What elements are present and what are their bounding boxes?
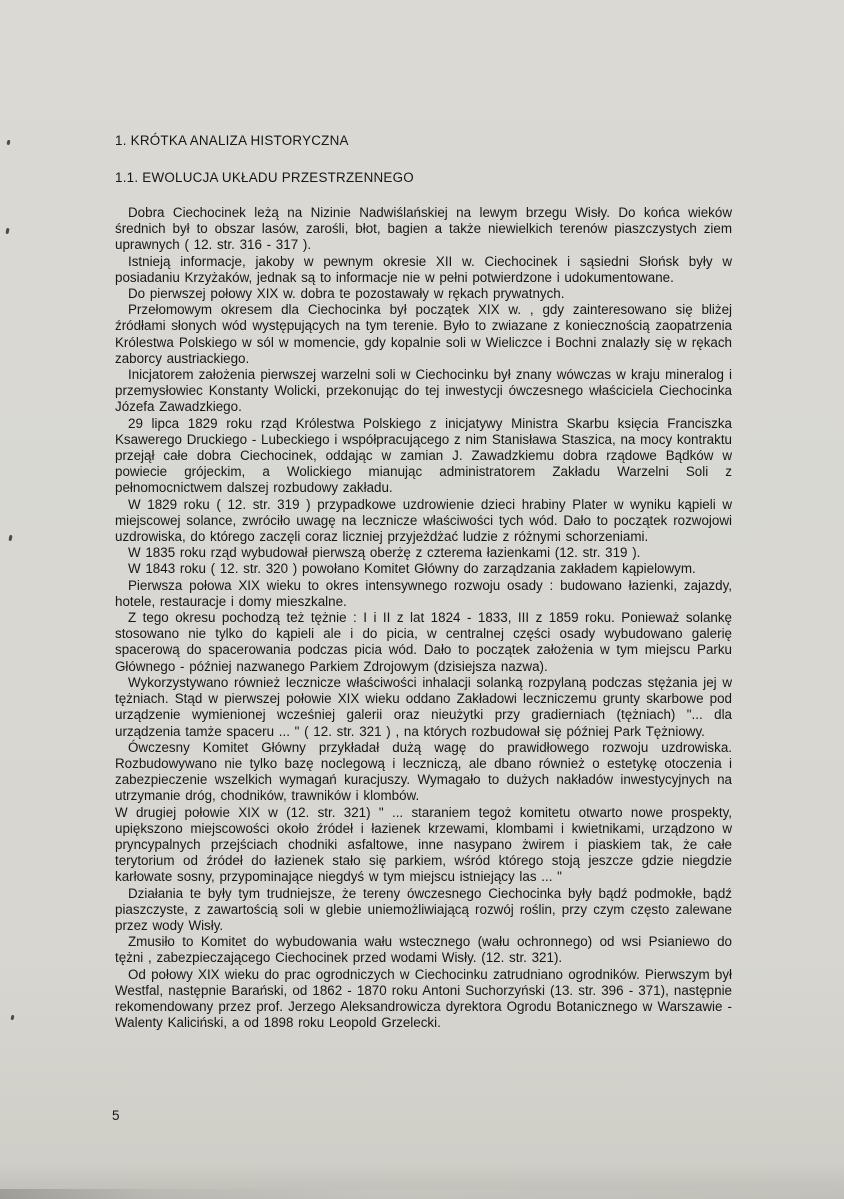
paragraph: Do pierwszej połowy XIX w. dobra te pozostawały w rękach prywatnych. [128, 286, 565, 302]
paragraph: W 1843 roku ( 12. str. 320 ) powołano Komitet Główny do zarządzania zakładem kąpielowym. [128, 561, 696, 577]
body-text [115, 205, 732, 1031]
paragraph: Przełomowym okresem dla Ciechocinka był początek XIX w. , gdy zainteresowano się bliżej źródłami słonych wód występujących na tym terenie. Było to zwiazane z koniecznością zaopatrzenia Królestwa Polskiego w sól w momencie, gdy kopalnie soli w Wieliczce i Bochni znalazły się w rękach zaborcy austriackiego. [115, 302, 732, 366]
paragraph: Dobra Ciechocinek leżą na Nizinie Nadwiślańskiej na lewym brzegu Wisły. Do końca wieków średnich był to obszar lasów, zarośli, błot, bagien a także niewielkich terenów piaszczystych ziem uprawnych ( 12. str. 316 - 317 ). [115, 205, 732, 253]
paragraph: Od połowy XIX wieku do prac ogrodniczych w Ciechocinku zatrudniano ogrodników. Pierwszym był Westfal, następnie Barański, od 1862 - 1870 roku Antoni Suchorzyński (13. str. 396 - 371), następnie rekomendowany przez prof. Jerzego Aleksandrowicza dyrektora Ogrodu Botanicznego w Warszawie - Walenty Kaliciński, a od 1898 roku Leopold Grzelecki. [115, 966, 732, 1031]
paragraph: W 1829 roku ( 12. str. 319 ) przypadkowe uzdrowienie dzieci hrabiny Plater w wyniku kąpieli w miejscowej solance, zwróciło uwagę na lecznicze właściwości tych wód. Dało to początek rozwojowi uzdrowiska, do którego zaczęli coraz liczniej przyjeżdżać ludzie z różnymi schorzeniami. [115, 496, 732, 545]
paragraph: Z tego okresu pochodzą też tężnie : I i II z lat 1824 - 1833, III z 1859 roku. Ponieważ solankę stosowano nie tylko do kąpieli ale i do picia, w centralnej części osady wybudowano galerię spacerową do spacerowania podczas picia wód. Dało to początek założenia w tym miejscu Parku Głównego - później nazwanego Parkiem Zdrojowym (dzisiejsza nazwa). [115, 610, 732, 674]
page-content [115, 133, 732, 1031]
scan-artifact [8, 535, 12, 541]
section-heading: 1. KRÓTKA ANALIZA HISTORYCZNA [115, 133, 349, 148]
paragraph: Wykorzystywano również lecznicze właściwości inhalacji solanką rozpylaną podczas stężania jej w tężniach. Stąd w pierwszej połowie XIX wieku oddano Zakładowi leczniczemu grunty skarbowe pod urządzenie wymienionej wcześniej galerii oraz nieużytki przy gradierniach (tężniach) "... dla urządzenia tamże spaceru ... " ( 12. str. 321 ) , na których rozbudował się później Park Tężniowy. [115, 674, 732, 739]
subsection-heading: 1.1. EWOLUCJA UKŁADU PRZESTRZENNEGO [115, 170, 414, 185]
page-number: 5 [112, 1108, 120, 1123]
paragraph: Działania te były tym trudniejsze, że tereny ówczesnego Ciechocinka były bądź podmokłe, bądź piaszczyste, z zawartością soli w glebie uniemożliwiającą rozwój roślin, przy czym często zalewane przez wody Wisły. [115, 885, 732, 933]
scan-edge-shadow [0, 1189, 844, 1199]
paragraph: Inicjatorem założenia pierwszej warzelni soli w Ciechocinku był znany wówczas w kraju mineralog i przemysłowiec Konstanty Wolicki, przekonując do tej inwestycji ówczesnego właściciela Ciechocinka Józefa Zawadzkiego. [115, 367, 732, 415]
paragraph: Ówczesny Komitet Główny przykładał dużą wagę do prawidłowego rozwoju uzdrowiska. Rozbudowywano nie tylko bazę noclegową i leczniczą, ale dbano również o estetykę otoczenia i zabezpieczenie wszelkich wymagań kuracjuszy. Wymagało to dużych nakładów inwestycyjnych na utrzymanie dróg, chodników, trawników i klombów. [115, 739, 732, 804]
paragraph: W 1835 roku rząd wybudował pierwszą oberżę z czterema łazienkami (12. str. 319 ). [128, 545, 641, 561]
scan-artifact [7, 140, 11, 146]
paragraph: W drugiej połowie XIX w (12. str. 321) " ... staraniem tegoż komitetu otwarto nowe prospekty, upiększono miejscowości około źródeł i łazienek krzewami, klombami i kwietnikami, urządzono w pryncypalnych przejściach chodniki asfaltowe, inne nasypano żwirem i piaskiem tak, że całe terytorium od źródeł do łazienek stało się parkiem, wśród którego stoją jeszcze gdzie niegdzie karłowate sosny, przypominające niegdyś w tym miejscu istniejący las ... " [115, 804, 732, 885]
paragraph: Pierwsza połowa XIX wieku to okres intensywnego rozwoju osady : budowano łazienki, zajazdy, hotele, restauracje i domy mieszkalne. [115, 577, 732, 609]
scan-artifact [11, 1015, 15, 1021]
paragraph: Zmusiło to Komitet do wybudowania wału wstecznego (wału ochronnego) od wsi Psianiewo do tężni , zabezpieczającego Ciechocinek przed wodami Wisły. (12. str. 321). [115, 934, 732, 966]
paragraph: 29 lipca 1829 roku rząd Królestwa Polskiego z inicjatywy Ministra Skarbu księcia Franciszka Ksawerego Druckiego - Lubeckiego i współpracującego z nim Stanisława Staszica, na mocy kontraktu przejął całe dobra Ciechocinek, oddając w zamian J. Zawadzkiemu dobra rządowe Bądków w powiecie grójeckim, a Wolickiego mianując administratorem Zakładu Warzelni Soli z pełnomocnictwem dalszej rozbudowy zakładu. [115, 415, 732, 496]
paragraph: Istnieją informacje, jakoby w pewnym okresie XII w. Ciechocinek i sąsiedni Słońsk były w posiadaniu Krzyżaków, jednak są to informacje nie w pełni potwierdzone i udokumentowane. [115, 253, 732, 285]
scan-artifact [5, 228, 9, 234]
